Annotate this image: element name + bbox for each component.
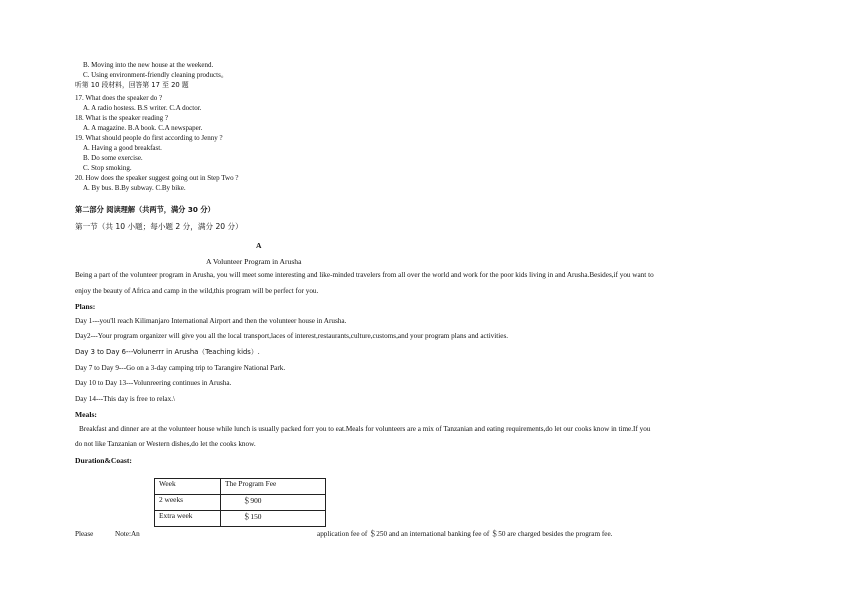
plan-day: Day 1---you'll reach Kilimanjaro International Airport and then the volunteer house in Arusha. bbox=[75, 317, 347, 325]
meals-label: Meals: bbox=[75, 410, 97, 419]
question-20: 20. How does the speaker suggest going out in Step Two ? bbox=[75, 174, 239, 182]
plan-day: Day 14---This day is free to relax.\ bbox=[75, 395, 175, 403]
option-line: B. Moving into the new house at the weekend. bbox=[83, 61, 214, 69]
table-cell: ＄900 bbox=[221, 495, 326, 511]
duration-label: Duration&Coast: bbox=[75, 456, 132, 465]
part2-heading: 第二部分 阅读理解（共两节，满分 30 分） bbox=[75, 205, 215, 214]
passage-title: A Volunteer Program in Arusha bbox=[206, 257, 302, 266]
table-cell: ＄150 bbox=[221, 511, 326, 527]
table-cell: 2 weeks bbox=[155, 495, 221, 511]
plan-day: Day 7 to Day 9---Go on a 3-day camping trip to Tarangire National Park. bbox=[75, 364, 286, 372]
plan-day: Day 3 to Day 6---Volunerrr in Arusha（Teaching kids）. bbox=[75, 348, 260, 356]
question-18: 18. What is the speaker reading ? bbox=[75, 114, 168, 122]
section-intro: 听第 10 段材料，回答第 17 至 20 题 bbox=[75, 81, 189, 89]
table-header: The Program Fee bbox=[221, 479, 326, 495]
question-18-options: A. A magazine. B.A book. C.A newspaper. bbox=[83, 124, 203, 132]
question-17-options: A. A radio hostess. B.S writer. C.A doctor. bbox=[83, 104, 202, 112]
plans-label: Plans: bbox=[75, 302, 96, 311]
fee-table bbox=[154, 478, 326, 527]
note-please: Please bbox=[75, 530, 94, 538]
intro-line: Being a part of the volunteer program in Arusha, you will meet some interesting and like-minded travelers from all over the world and work for the poor kids living in and Arusha.Besides,if you want to bbox=[75, 271, 654, 279]
note-text: application fee of ＄250 and an international banking fee of ＄50 are charged besides the program fee. bbox=[317, 530, 613, 538]
table-row bbox=[155, 479, 326, 495]
plan-day: Day2---Your program organizer will give you all the local transport,laces of interest,restaurants,culture,customs,and your program plans and activities. bbox=[75, 332, 509, 340]
table-row bbox=[155, 511, 326, 527]
question-17: 17. What does the speaker do ? bbox=[75, 94, 163, 102]
meals-line: Breakfast and dinner are at the volunteer house while lunch is usually packed forr you to eat.Meals for volunteers are a mix of Tanzanian and eating requirements,do let our cooks know in time.If you bbox=[79, 425, 651, 433]
meals-line: do not like Tanzanian or Western dishes,do let the cooks know. bbox=[75, 440, 256, 448]
question-19-option-b: B. Do some exercise. bbox=[83, 154, 143, 162]
table-header: Week bbox=[155, 479, 221, 495]
intro-line: enjoy the beauty of Africa and camp in the wild,this program will be perfect for you. bbox=[75, 287, 319, 295]
note-label: Note:An bbox=[115, 530, 140, 538]
section1-heading: 第一节（共 10 小题；每小题 2 分，满分 20 分） bbox=[75, 222, 243, 231]
option-line: C. Using environment-friendly cleaning products。 bbox=[83, 71, 228, 79]
question-19-option-c: C. Stop smoking. bbox=[83, 164, 132, 172]
table-cell: Extra week bbox=[155, 511, 221, 527]
question-19-option-a: A. Having a good breakfast. bbox=[83, 144, 162, 152]
question-20-options: A. By bus. B.By subway. C.By bike. bbox=[83, 184, 186, 192]
plan-day: Day 10 to Day 13---Volunreering continues in Arusha. bbox=[75, 379, 232, 387]
passage-letter: A bbox=[256, 241, 262, 250]
table-row bbox=[155, 495, 326, 511]
question-19: 19. What should people do first according to Jenny ? bbox=[75, 134, 223, 142]
